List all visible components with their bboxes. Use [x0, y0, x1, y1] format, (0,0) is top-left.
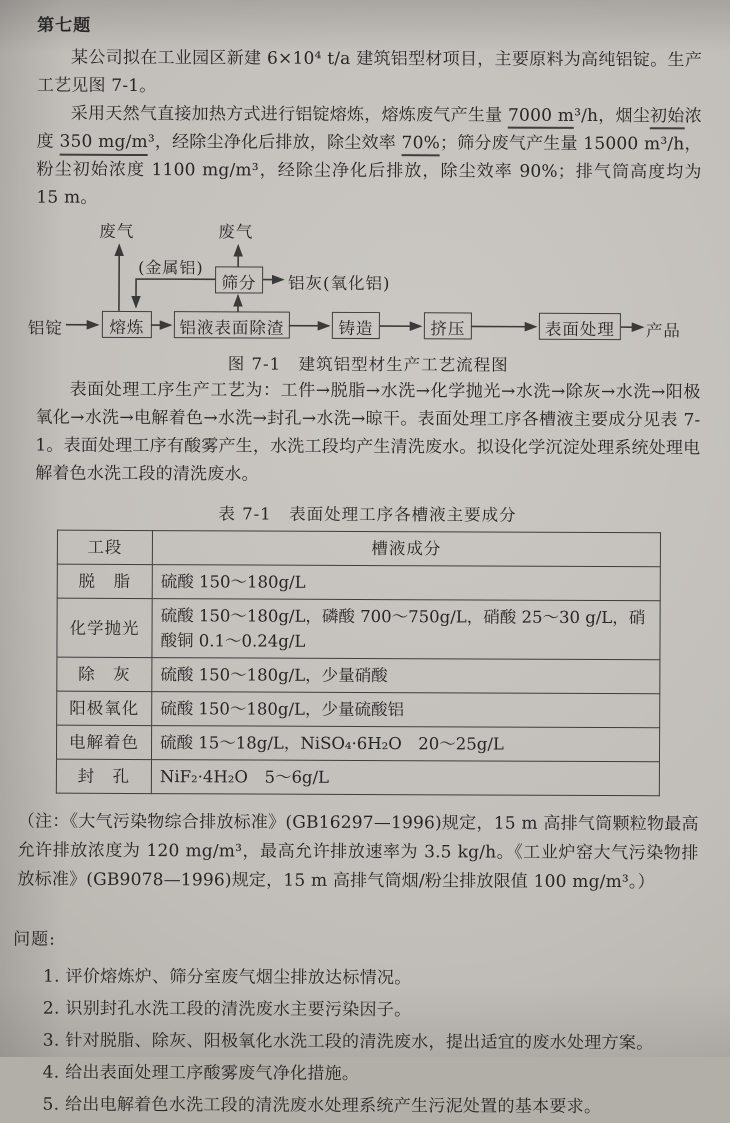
table-row — [56, 759, 659, 796]
flow-box-sieving: 筛分 — [215, 266, 263, 293]
header-composition: 槽液成分 — [152, 531, 660, 567]
comp-ash-removal: 硫酸 150～180g/L，少量硝酸 — [152, 658, 660, 694]
standards-note: （注：《大气污染物综合排放标准》(GB16297—1996)规定，15 m 高排气筒颗粒物最高允许排放浓度为 120 mg/m³，最高允许排放速率为 3.5 kg/h。《工业炉窑大气污染物排放标准》(GB9078—1996)规定，15 m 高排气筒烟/粉尘排放限值 100 mg/m³。） — [17, 807, 698, 897]
table-title: 表 7-1 表面处理工序各槽液主要成分 — [35, 500, 700, 527]
para2-seg-4: 浓度 — [37, 106, 702, 151]
para2-underline-7000: 7000 m — [508, 106, 574, 129]
paragraph-surface-treatment: 表面处理工序生产工艺为：工件→脱脂→水洗→化学抛光→水洗→除灰→水洗→阳极氧化→水洗→电解着色→水洗→封孔→水洗→晾干。表面处理工序各槽液主要成分见表 7-1。表面处理工序有酸雾产生，水洗工段均产生清洗废水。拟设化学沉淀处理系统处理电解着色水洗工段的清洗废水。 — [35, 376, 700, 491]
table-row — [56, 725, 659, 762]
table-row — [57, 691, 660, 728]
comp-degreasing: 硫酸 150～180g/L — [152, 565, 660, 601]
question-2: 2. 识别封孔水洗工段的清洗废水主要污染因子。 — [43, 994, 698, 1027]
paragraph-waste-gas — [36, 100, 701, 215]
metal-aluminum-label: (金属铝) — [138, 255, 204, 278]
paragraph-project-intro: 某公司拟在工业园区新建 6×10⁴ t/a 建筑铝型材项目，主要原料为高纯铝锭。生产工艺见图 7-1。 — [37, 44, 702, 103]
para2-seg-2: ³/h，烟尘 — [574, 106, 650, 126]
ingot-label: 铝锭 — [28, 315, 63, 339]
flow-box-casting: 铸造 — [332, 312, 380, 339]
question-title: 第七题 — [37, 11, 702, 39]
waste-gas-label-2: 废气 — [218, 218, 253, 242]
stage-degreasing: 脱 脂 — [57, 564, 152, 598]
para2-underline-chushi: 初始 — [650, 106, 685, 129]
figure-caption: 图 7-1 建筑铝型材生产工艺流程图 — [36, 350, 701, 377]
comp-chemical-polishing: 硫酸 150～180g/L，磷酸 700～750g/L，硝酸 25～30 g/L，硝酸铜 0.1～0.24g/L — [152, 599, 660, 660]
flow-box-melting: 熔炼 — [102, 311, 152, 338]
stage-chemical-polishing: 化学抛光 — [57, 598, 152, 657]
flow-box-extrusion: 挤压 — [424, 312, 472, 339]
table-header-row — [57, 530, 660, 567]
process-flow-diagram — [26, 218, 717, 349]
table-row — [57, 564, 660, 601]
bath-composition-table — [56, 530, 661, 797]
comp-electrolytic-coloring: 硫酸 15～18g/L，NiSO₄·6H₂O 20～25g/L — [151, 726, 659, 762]
product-label: 产品 — [646, 317, 681, 341]
stage-ash-removal: 除 灰 — [57, 657, 152, 691]
questions-label: 问题: — [13, 924, 698, 952]
flow-box-surface-treatment: 表面处理 — [539, 313, 621, 340]
aluminum-ash-label: 铝灰(氧化铝) — [288, 270, 390, 294]
comp-anodizing: 硫酸 150～180g/L，少量硫酸铝 — [152, 692, 660, 728]
waste-gas-label-1: 废气 — [99, 218, 134, 242]
para2-seg-8: ；筛分废气产生量 15000 m³/h，粉尘初始浓度 1100 mg/m³，经除尘净化后排放，除尘效率 90%；排气筒高度均为 15 m。 — [36, 133, 701, 208]
question-3: 3. 针对脱脂、除灰、阳极氧化水洗工段的清洗废水，提出适宜的废水处理方案。 — [43, 1026, 698, 1059]
header-stage: 工段 — [57, 530, 152, 564]
comp-sealing: NiF₂·4H₂O 5～6g/L — [151, 760, 659, 796]
table-row — [57, 598, 660, 660]
question-1: 1. 评价熔炼炉、筛分室废气烟尘排放达标情况。 — [43, 962, 698, 995]
questions-list — [32, 962, 698, 1123]
flow-box-slag-removal: 铝液表面除渣 — [174, 311, 290, 339]
para2-seg-6: ³，经除尘净化后排放，除尘效率 — [148, 132, 402, 153]
stage-anodizing: 阳极氧化 — [57, 691, 152, 725]
para2-seg-0: 采用天然气直接加热方式进行铝锭熔炼，熔炼废气产生量 — [71, 104, 508, 126]
question-5: 5. 给出电解着色水洗工段的清洗废水处理系统产生污泥处置的基本要求。 — [42, 1090, 697, 1123]
stage-electrolytic-coloring: 电解着色 — [56, 725, 151, 759]
table-row — [57, 657, 660, 694]
questions-section — [32, 925, 698, 1123]
stage-sealing: 封 孔 — [56, 759, 151, 793]
para2-underline-350: 350 mg/m — [59, 132, 147, 156]
question-4: 4. 给出表面处理工序酸雾废气净化措施。 — [43, 1058, 698, 1091]
para2-underline-70pct: 70% — [402, 133, 440, 156]
